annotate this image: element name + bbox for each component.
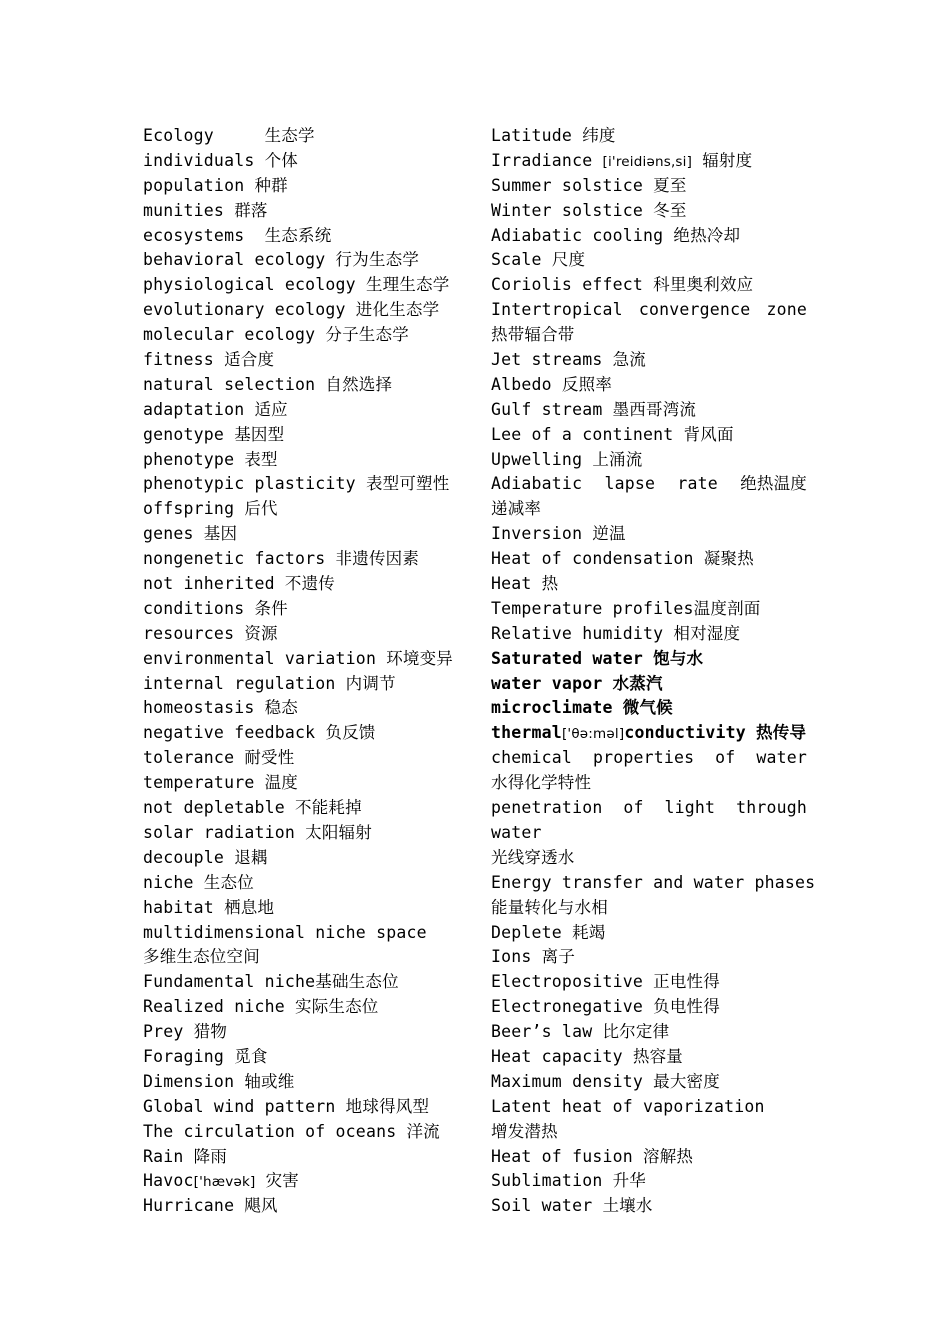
term-line: 增发潜热 <box>491 1121 558 1141</box>
term-line: conditions 条件 <box>143 598 288 618</box>
term-line: Foraging 觅食 <box>143 1046 268 1066</box>
term-meaning: conductivity 热传导 <box>624 723 807 743</box>
term-line: behavioral ecology 行为生态学 <box>143 250 420 270</box>
term-line-bold: microclimate 微气候 <box>491 698 673 718</box>
term-line: evolutionary ecology 进化生态学 <box>143 300 440 320</box>
term-line: phenotype 表型 <box>143 449 278 469</box>
term-line: Soil water 土壤水 <box>491 1196 653 1216</box>
term-line: ecosystems 生态系统 <box>143 225 332 245</box>
term-line: Scale 尺度 <box>491 250 586 270</box>
term-line: The circulation of oceans 洋流 <box>143 1121 440 1141</box>
term-line: genes 基因 <box>143 524 238 544</box>
term-line: Hurricane 飓风 <box>143 1196 278 1216</box>
term-word: water <box>756 748 807 768</box>
term-line: solar radiation 太阳辐射 <box>143 822 372 842</box>
right-column <box>491 124 816 1219</box>
term-line: Summer solstice 夏至 <box>491 175 687 195</box>
term-line-irradiance <box>491 149 807 174</box>
term-line: Temperature profiles温度剖面 <box>491 598 761 618</box>
term-line-continuation: 递减率 <box>491 499 542 519</box>
term-line: habitat 栖息地 <box>143 897 275 917</box>
term-word: properties <box>592 748 695 768</box>
term-line: Adiabatic cooling 绝热冷却 <box>491 225 741 245</box>
term-line: 多维生态位空间 <box>143 947 260 967</box>
term-word: of <box>623 798 644 818</box>
term-word: penetration <box>491 798 603 818</box>
term-line: Deplete 耗竭 <box>491 922 606 942</box>
term-line: niche 生态位 <box>143 872 254 892</box>
term-word: light <box>664 798 716 818</box>
term-line: not depletable 不能耗掉 <box>143 798 362 818</box>
term-line: Latitude 纬度 <box>491 126 616 145</box>
term-line: resources 资源 <box>143 623 278 643</box>
term-line-continuation: 热带辐合带 <box>491 325 575 345</box>
term-line: internal regulation 内调节 <box>143 673 396 693</box>
term-line: temperature 温度 <box>143 773 299 793</box>
term-word: of <box>715 748 736 768</box>
term-word: Intertropical <box>491 300 623 320</box>
term-word: zone <box>766 300 807 320</box>
term-line-thermal <box>491 721 807 746</box>
term-line: individuals 个体 <box>143 150 299 170</box>
term-word: convergence <box>638 300 751 320</box>
term-line-havoc <box>143 1169 458 1194</box>
term-line: fitness 适合度 <box>143 350 275 370</box>
term-line-justified <box>491 796 807 821</box>
term-line: negative feedback 负反馈 <box>143 723 376 743</box>
term-meaning: 辐射度 <box>692 150 753 170</box>
term-line: Gulf stream 墨西哥湾流 <box>491 399 697 419</box>
term-line: physiological ecology 生理生态学 <box>143 275 450 295</box>
phonetic-transcription: [i'reidiəns,si] <box>602 153 693 170</box>
term-line: Sublimation 升华 <box>491 1171 647 1191</box>
term-line: environmental variation 环境变异 <box>143 648 454 668</box>
term-line: Maximum density 最大密度 <box>491 1071 720 1091</box>
term-line: Winter solstice 冬至 <box>491 200 687 220</box>
term-line: 光线穿透水 <box>491 847 575 867</box>
term-line: Heat of condensation 凝聚热 <box>491 549 754 569</box>
term-line: Inversion 逆温 <box>491 524 626 544</box>
term-line: genotype 基因型 <box>143 424 285 444</box>
term-line: natural selection 自然选择 <box>143 374 393 394</box>
term-line: 能量转化与水相 <box>491 897 608 917</box>
term-line-continuation: 水得化学特性 <box>491 773 592 793</box>
term-word: through <box>736 798 807 818</box>
term-line: offspring 后代 <box>143 499 278 519</box>
term-line: decouple 退耦 <box>143 847 268 867</box>
term-line: Beer’s law 比尔定律 <box>491 1022 670 1042</box>
term-line: Energy transfer and water phases <box>491 872 816 892</box>
term-line: Realized niche 实际生态位 <box>143 997 379 1017</box>
term-line: Heat 热 <box>491 574 559 594</box>
term-word: Havoc <box>143 1171 194 1191</box>
term-line: Global wind pattern 地球得风型 <box>143 1096 430 1116</box>
term-line: Coriolis effect 科里奥利效应 <box>491 275 754 295</box>
term-line: Latent heat of vaporization <box>491 1096 765 1116</box>
term-line-bold: Saturated water 饱与水 <box>491 648 704 668</box>
term-line: homeostasis 稳态 <box>143 698 299 718</box>
term-line: nongenetic factors 非遗传因素 <box>143 549 420 569</box>
term-line: molecular ecology 分子生态学 <box>143 325 409 345</box>
phonetic-transcription: ['θə:məl] <box>561 726 625 743</box>
term-line: Prey 猎物 <box>143 1022 228 1042</box>
term-line: adaptation 适应 <box>143 399 288 419</box>
term-line: Relative humidity 相对湿度 <box>491 623 741 643</box>
term-line-bold: water vapor 水蒸汽 <box>491 673 663 693</box>
left-column <box>143 124 458 1219</box>
term-line: Fundamental niche基础生态位 <box>143 972 399 992</box>
phonetic-transcription: ['hævək] <box>193 1174 256 1191</box>
term-line: Ecology 生态学 <box>143 126 315 145</box>
term-word: thermal <box>491 723 562 743</box>
term-line: munities 群落 <box>143 200 268 220</box>
term-line: Rain 降雨 <box>143 1146 228 1166</box>
term-line: Albedo 反照率 <box>491 374 613 394</box>
term-word: lapse <box>604 474 656 494</box>
term-line-continuation: water <box>491 822 542 842</box>
term-line: tolerance 耐受性 <box>143 748 295 768</box>
term-word: rate <box>677 474 718 494</box>
term-word: chemical <box>491 748 573 768</box>
term-word: Adiabatic <box>491 474 583 494</box>
term-line: Electropositive 正电性得 <box>491 972 720 992</box>
term-line: Ions 离子 <box>491 947 576 967</box>
term-line: Electronegative 负电性得 <box>491 997 720 1017</box>
term-line: multidimensional niche space <box>143 922 427 942</box>
term-line: population 种群 <box>143 175 288 195</box>
term-line-justified <box>491 298 807 323</box>
term-line-justified <box>491 472 807 497</box>
term-line: phenotypic plasticity 表型可塑性 <box>143 474 450 494</box>
term-line: Heat capacity 热容量 <box>491 1046 683 1066</box>
term-word: Irradiance <box>491 150 603 170</box>
term-meaning: 灾害 <box>255 1171 299 1191</box>
term-line: Heat of fusion 溶解热 <box>491 1146 694 1166</box>
term-meaning: 绝热温度 <box>740 474 807 494</box>
term-line: Lee of a continent 背风面 <box>491 424 734 444</box>
term-line: Upwelling 上涌流 <box>491 449 643 469</box>
term-line: not inherited 不遗传 <box>143 574 335 594</box>
term-line-justified <box>491 746 807 771</box>
term-line: Dimension 轴或维 <box>143 1071 295 1091</box>
term-line: Jet streams 急流 <box>491 350 647 370</box>
